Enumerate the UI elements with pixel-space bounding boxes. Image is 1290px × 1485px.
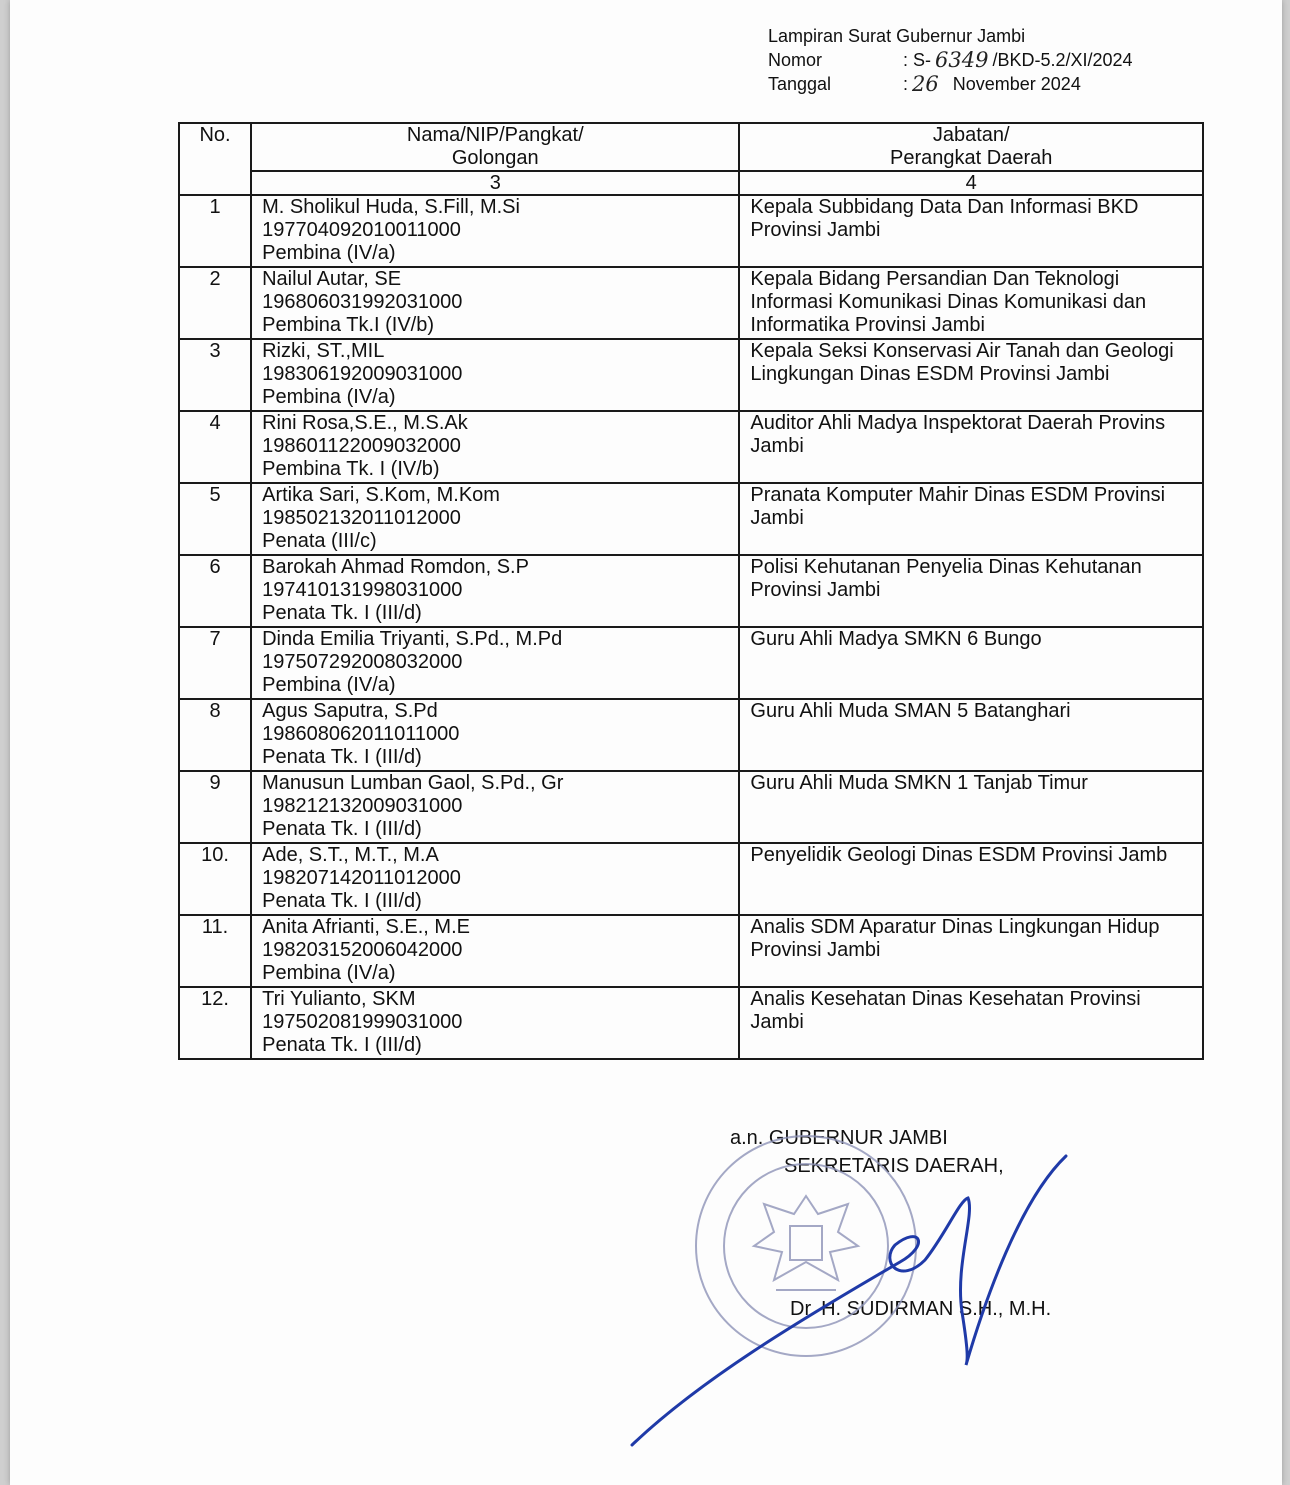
row-pangkat: Pembina (IV/a) bbox=[262, 386, 396, 408]
row-nama: M. Sholikul Huda, S.Fill, M.Si bbox=[262, 196, 520, 218]
row-nama: Anita Afrianti, S.E., M.E bbox=[262, 916, 470, 938]
tanggal-prefix: : bbox=[903, 74, 909, 94]
row-nip: 198502132011012000 bbox=[262, 507, 461, 529]
row-nip: 198608062011011000 bbox=[262, 723, 460, 745]
row-pangkat: Pembina (IV/a) bbox=[262, 962, 396, 984]
row-pangkat: Penata Tk. I (III/d) bbox=[262, 890, 422, 912]
row-nama-cell bbox=[251, 915, 739, 987]
row-nama: Ade, S.T., M.T., M.A bbox=[262, 844, 439, 866]
row-nip: 197704092010011000 bbox=[262, 219, 461, 241]
nomor-handwritten: 6349 bbox=[935, 48, 989, 72]
row-pangkat: Pembina Tk.I (IV/b) bbox=[262, 314, 435, 336]
row-number: 6 bbox=[179, 555, 251, 627]
row-nama-cell bbox=[251, 267, 739, 339]
row-number: 2 bbox=[179, 267, 251, 339]
row-number: 4 bbox=[179, 411, 251, 483]
header-nomor-row bbox=[768, 48, 1133, 72]
row-number: 7 bbox=[179, 627, 251, 699]
row-jabatan: Guru Ahli Muda SMAN 5 Batanghari bbox=[739, 699, 1203, 771]
header-nama bbox=[251, 123, 739, 171]
row-jabatan: Analis Kesehatan Dinas Kesehatan Provinsi Jambi bbox=[739, 987, 1203, 1059]
row-jabatan: Kepala Subbidang Data Dan Informasi BKD Provinsi Jambi bbox=[739, 195, 1203, 267]
row-nama: Rini Rosa,S.E., M.S.Ak bbox=[262, 412, 468, 434]
row-pangkat: Penata Tk. I (III/d) bbox=[262, 1034, 422, 1056]
row-number: 8 bbox=[179, 699, 251, 771]
row-jabatan: Guru Ahli Madya SMKN 6 Bungo bbox=[739, 627, 1203, 699]
table-row bbox=[179, 339, 1203, 411]
row-pangkat: Penata Tk. I (III/d) bbox=[262, 818, 422, 840]
row-pangkat: Pembina (IV/a) bbox=[262, 242, 396, 264]
row-number: 11. bbox=[179, 915, 251, 987]
row-nama-cell bbox=[251, 195, 739, 267]
header-nama-line1: Nama/NIP/Pangkat/ bbox=[406, 124, 584, 146]
row-number: 3 bbox=[179, 339, 251, 411]
row-pangkat: Penata Tk. I (III/d) bbox=[262, 602, 422, 624]
tanggal-suffix: November 2024 bbox=[952, 74, 1081, 94]
row-nip: 198207142011012000 bbox=[262, 867, 461, 889]
row-number: 10. bbox=[179, 843, 251, 915]
row-number: 5 bbox=[179, 483, 251, 555]
signatory-name: Dr. H. SUDIRMAN S.H., M.H. bbox=[790, 1298, 1052, 1320]
header-jabatan-line2: Perangkat Daerah bbox=[890, 147, 1053, 169]
signature-block bbox=[730, 1124, 1004, 1180]
header-jabatan-line1: Jabatan/ bbox=[932, 124, 1010, 146]
row-nip: 198601122009032000 bbox=[262, 435, 461, 457]
row-nama: Barokah Ahmad Romdon, S.P bbox=[262, 556, 529, 578]
header-title-row bbox=[768, 24, 1133, 48]
row-nama: Rizki, ST.,MIL bbox=[262, 340, 385, 362]
row-nip: 197410131998031000 bbox=[262, 579, 463, 601]
row-pangkat: Pembina Tk. I (IV/b) bbox=[262, 458, 440, 480]
row-nama-cell bbox=[251, 411, 739, 483]
col-num-jabatan: 4 bbox=[739, 171, 1203, 195]
row-nama-cell bbox=[251, 699, 739, 771]
table-row bbox=[179, 987, 1203, 1059]
table-row bbox=[179, 411, 1203, 483]
row-pangkat: Penata (III/c) bbox=[262, 530, 377, 552]
row-nama-cell bbox=[251, 771, 739, 843]
row-jabatan: Pranata Komputer Mahir Dinas ESDM Provinsi Jambi bbox=[739, 483, 1203, 555]
row-nama-cell bbox=[251, 339, 739, 411]
row-number: 9 bbox=[179, 771, 251, 843]
table-row bbox=[179, 627, 1203, 699]
row-jabatan: Guru Ahli Muda SMKN 1 Tanjab Timur bbox=[739, 771, 1203, 843]
table-row bbox=[179, 699, 1203, 771]
employee-table bbox=[178, 122, 1204, 1060]
table-row bbox=[179, 267, 1203, 339]
header-nama-line2: Golongan bbox=[451, 147, 539, 169]
row-number: 1 bbox=[179, 195, 251, 267]
row-jabatan: Analis SDM Aparatur Dinas Lingkungan Hidup Provinsi Jambi bbox=[739, 915, 1203, 987]
letter-header bbox=[768, 24, 1133, 96]
row-nama-cell bbox=[251, 843, 739, 915]
row-nip: 197507292008032000 bbox=[262, 651, 463, 673]
row-nama: Manusun Lumban Gaol, S.Pd., Gr bbox=[262, 772, 564, 794]
table-body bbox=[179, 195, 1203, 1059]
row-pangkat: Penata Tk. I (III/d) bbox=[262, 746, 422, 768]
tanggal-handwritten: 26 bbox=[912, 72, 939, 96]
table-row bbox=[179, 843, 1203, 915]
header-jabatan bbox=[739, 123, 1203, 171]
signature-line2: SEKRETARIS DAERAH, bbox=[784, 1155, 1004, 1177]
row-jabatan: Polisi Kehutanan Penyelia Dinas Kehutanan Provinsi Jambi bbox=[739, 555, 1203, 627]
row-nip: 198306192009031000 bbox=[262, 363, 463, 385]
row-jabatan: Penyelidik Geologi Dinas ESDM Provinsi Jamb bbox=[739, 843, 1203, 915]
row-nama-cell bbox=[251, 627, 739, 699]
row-nip: 198212132009031000 bbox=[262, 795, 463, 817]
table-row bbox=[179, 483, 1203, 555]
table-row bbox=[179, 771, 1203, 843]
row-nama: Agus Saputra, S.Pd bbox=[262, 700, 438, 722]
row-nama: Nailul Autar, SE bbox=[262, 268, 402, 290]
row-nama-cell bbox=[251, 555, 739, 627]
header-title: Lampiran Surat Gubernur Jambi bbox=[768, 26, 1026, 46]
row-jabatan: Kepala Seksi Konservasi Air Tanah dan Geologi Lingkungan Dinas ESDM Provinsi Jambi bbox=[739, 339, 1203, 411]
nomor-prefix: : S- bbox=[903, 50, 932, 70]
row-pangkat: Pembina (IV/a) bbox=[262, 674, 396, 696]
row-nama: Artika Sari, S.Kom, M.Kom bbox=[262, 484, 500, 506]
tanggal-label: Tanggal bbox=[768, 74, 832, 94]
document-page bbox=[10, 0, 1282, 1485]
row-nip: 197502081999031000 bbox=[262, 1011, 463, 1033]
row-jabatan: Kepala Bidang Persandian Dan Teknologi Informasi Komunikasi Dinas Komunikasi dan Informatika Provinsi Jambi bbox=[739, 267, 1203, 339]
row-nama-cell bbox=[251, 987, 739, 1059]
row-nama-cell bbox=[251, 483, 739, 555]
col-num-nama: 3 bbox=[251, 171, 739, 195]
signature-line1: a.n. GUBERNUR JAMBI bbox=[730, 1127, 948, 1149]
table-row bbox=[179, 555, 1203, 627]
table-header-row bbox=[179, 123, 1203, 171]
row-nip: 196806031992031000 bbox=[262, 291, 463, 313]
column-number-row bbox=[179, 171, 1203, 195]
nomor-label: Nomor bbox=[768, 50, 823, 70]
header-tanggal-row bbox=[768, 72, 1133, 96]
nomor-suffix: /BKD-5.2/XI/2024 bbox=[992, 50, 1133, 70]
row-jabatan: Auditor Ahli Madya Inspektorat Daerah Provins Jambi bbox=[739, 411, 1203, 483]
table-row bbox=[179, 915, 1203, 987]
row-nama: Dinda Emilia Triyanti, S.Pd., M.Pd bbox=[262, 628, 563, 650]
row-nip: 198203152006042000 bbox=[262, 939, 463, 961]
row-number: 12. bbox=[179, 987, 251, 1059]
table-row bbox=[179, 195, 1203, 267]
row-nama: Tri Yulianto, SKM bbox=[262, 988, 416, 1010]
header-no: No. bbox=[179, 123, 251, 195]
